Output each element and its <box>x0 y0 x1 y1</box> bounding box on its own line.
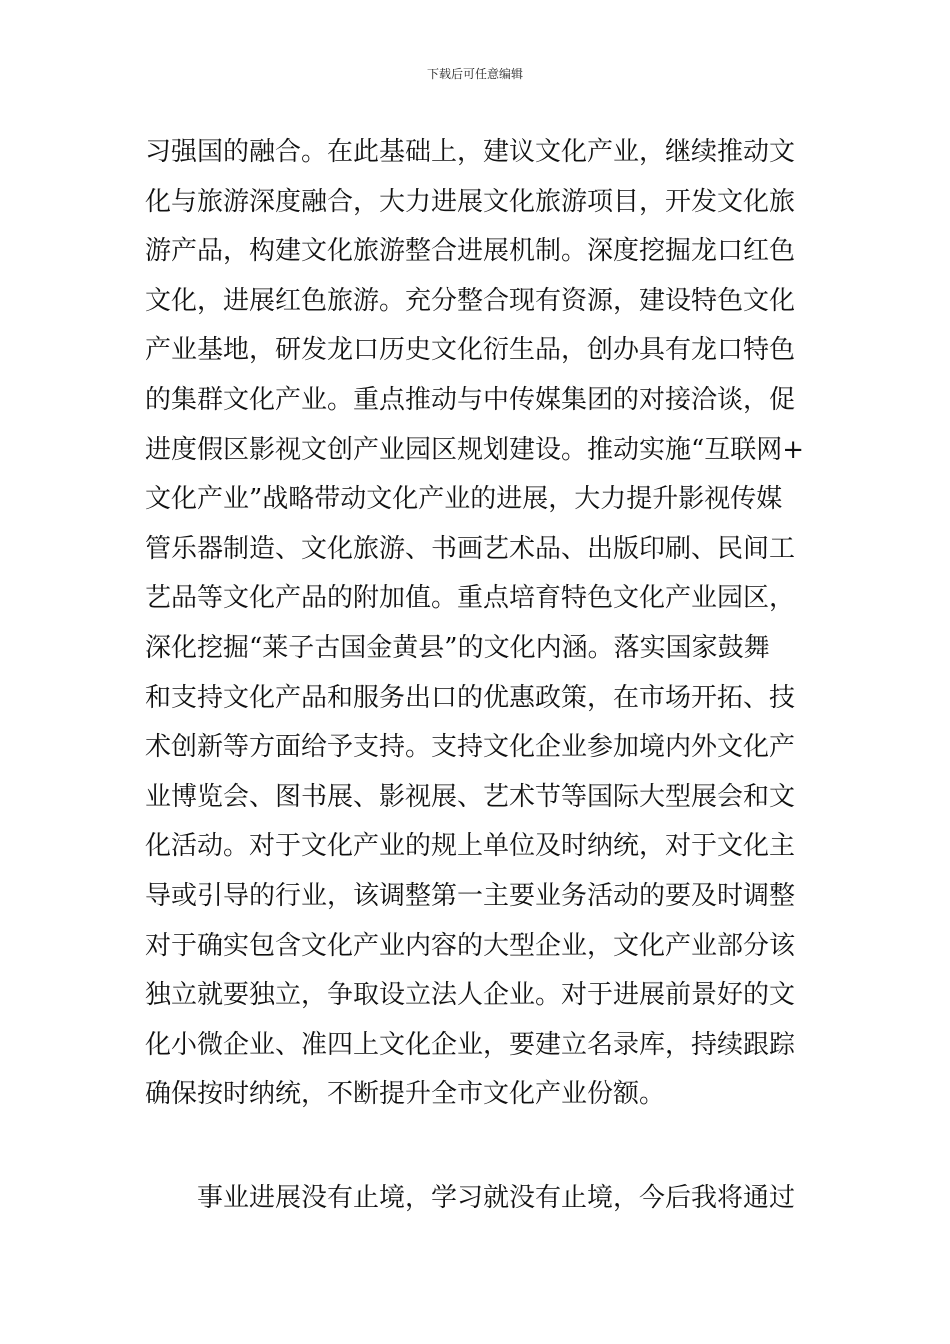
text-line: 独立就要独立，争取设立法人企业。对于进展前景好的文 <box>145 980 796 1011</box>
text-line: 化小微企业、准四上文化企业，要建立名录库，持续跟踪 <box>145 1029 796 1060</box>
text-line: 导或引导的行业，该调整第一主要业务活动的要及时调整 <box>145 880 796 911</box>
text-line: 习强国的融合。在此基础上，建议文化产业，继续推动文 <box>145 137 796 167</box>
text-line: 文化，进展红色旅游。充分整合现有资源，建设特色文化 <box>145 285 796 316</box>
text-line: 业博览会、图书展、影视展、艺术节等国际大型展会和文 <box>145 781 796 812</box>
text-line: 确保按时纳统，不断提升全市文化产业份额。 <box>145 1079 666 1110</box>
text-line: 和支持文化产品和服务出口的优惠政策，在市场开拓、技 <box>145 682 796 713</box>
text-line: 深化挖掘“莱子古国金黄县”的文化内涵。落实国家鼓舞 <box>145 632 770 663</box>
text-line: 产业基地，研发龙口历史文化衍生品，创办具有龙口特色 <box>145 335 796 366</box>
text-line: 进度假区影视文创产业园区规划建设。推动实施“互联网+ <box>145 434 805 465</box>
text-line: 对于确实包含文化产业内容的大型企业，文化产业部分该 <box>145 930 796 961</box>
text-line: 文化产业”战略带动文化产业的进展，大力提升影视传媒 <box>145 484 783 515</box>
text-line: 管乐器制造、文化旅游、书画艺术品、出版印刷、民间工 <box>145 533 796 564</box>
paragraph-1 <box>145 128 815 1120</box>
paragraph-2 <box>145 1174 815 1224</box>
text-line: 艺品等文化产品的附加值。重点培育特色文化产业园区， <box>145 583 796 614</box>
text-line: 事业进展没有止境，学习就没有止境，今后我将通过 <box>197 1183 796 1213</box>
text-line: 化与旅游深度融合，大力进展文化旅游项目，开发文化旅 <box>145 186 796 217</box>
text-line: 术创新等方面给予支持。支持文化企业参加境内外文化产 <box>145 732 796 763</box>
text-line: 化活动。对于文化产业的规上单位及时纳统，对于文化主 <box>145 831 796 862</box>
text-line: 的集群文化产业。重点推动与中传媒集团的对接洽谈，促 <box>145 384 796 415</box>
text-line: 游产品，构建文化旅游整合进展机制。深度挖掘龙口红色 <box>145 236 796 267</box>
page-header: 下载后可任意编辑 <box>426 67 523 81</box>
